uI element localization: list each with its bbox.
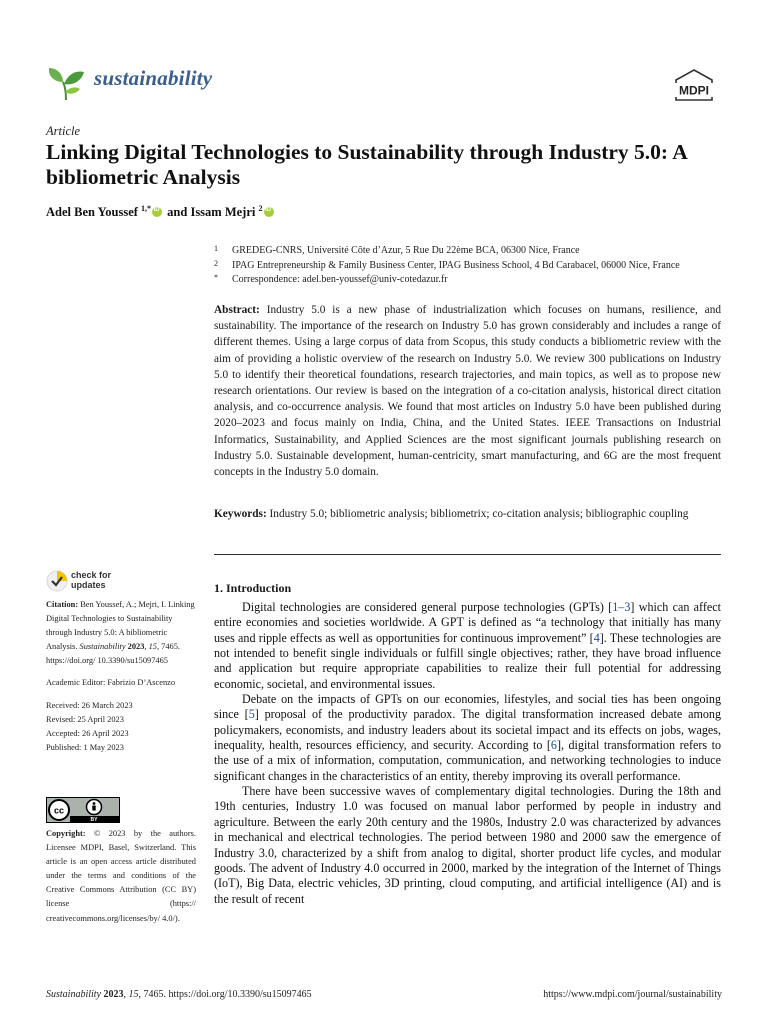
footer-journal: Sustainability: [46, 989, 101, 1000]
copyright-label: Copyright:: [46, 829, 86, 838]
svg-text:BY: BY: [90, 817, 98, 823]
sidebar-info: [46, 598, 196, 755]
footer-volume: 15: [128, 989, 139, 1000]
article-type: Article: [46, 124, 81, 138]
affiliation-mark: *: [214, 273, 218, 282]
keywords-label: Keywords:: [214, 508, 267, 520]
check-updates-line1: check for: [71, 570, 112, 580]
footer-journal-url[interactable]: https://www.mdpi.com/journal/sustainability: [543, 989, 722, 1000]
affiliation: [214, 259, 726, 274]
reference-link[interactable]: 6: [550, 738, 557, 753]
affiliation-text: IPAG Entrepreneurship & Family Business Center, IPAG Business School, 4 Bd Carabacel, 06000 Nice, France: [232, 259, 680, 271]
correspondence-text[interactable]: Correspondence: adel.ben-youssef@univ-cotedazur.fr: [232, 274, 448, 285]
svg-text:cc: cc: [53, 805, 65, 816]
cc-by-license-icon[interactable]: [46, 797, 120, 823]
reference-link[interactable]: 1–3: [612, 600, 631, 614]
journal-logo-icon: [46, 62, 86, 102]
author-affiliation-mark: 1,*: [141, 204, 152, 213]
affiliation: [214, 244, 726, 259]
affiliation-mark: 2: [214, 258, 218, 268]
mdpi-logo-icon: [666, 68, 722, 104]
paragraph: Digital technologies are considered general purpose technologies (GPTs) [1–3] which can affect entire economies and societies worldwide. A GPT is defined as “a technology that initially has many uses and ripple effects as well as opportunities for continuous improvement” [4]. These technologies are not intended to benefit single individuals or fulfill single objectives; rather, they have broad influence and application but require appropriate capabilities to realize their full potential for addressing economic, societal, and environmental issues.: [214, 600, 721, 691]
revised-date: Revised: 25 April 2023: [46, 714, 124, 724]
copyright-text: © 2023 by the authors. Licensee MDPI, Basel, Switzerland. This article is an open access article distributed under the terms and conditions of the Creative Commons Attribution (CC BY) license (https:// creativecommons.org/licenses/by/ 4.0/).: [46, 829, 197, 923]
affiliation-text: GREDEG-CNRS, Université Côte d’Azur, 5 Rue Du 22ème BCA, 06300 Nice, France: [232, 245, 580, 256]
paragraph: Debate on the impacts of GPTs on our economies, lifestyles, and social ties has been ongoing since [5] proposal of the productivity paradox. The digital transformation increased debate among policymakers, economists, and industry leaders about its societal impact and its effects on jobs, wages, inequality, health, resources efficiency, and security. According to [6], digital transformation refers to the use of a mix of information, computation, communication, and networking technologies to induce significant changes in the characteristics of an entity, thereby improving its overall performance.: [214, 692, 721, 783]
journal-name: sustainability: [94, 66, 213, 90]
paragraph: There have been successive waves of complementary digital technologies. During the 18th and 19th centuries, Industry 1.0 was focused on manual labor performed by people in industry and agriculture. Between the early 20th century and the 1980s, Industry 2.0 was characterized by advances in mechanical and electrical technologies. The period between 1980 and 2000 saw the emergence of Industry 3.0, characterized by a shift from analog to digital, shorter product life cycles, and modular goods. The advent of Industry 4.0 occurred in 2000, marked by the integration of the Internet of Things (IoT), Big Data, electric vehicles, 3D printing, cloud computing, and artificial intelligence (AI) and is the result of recent: [214, 784, 721, 906]
check-updates-line2: updates: [71, 580, 106, 590]
abstract-text: Industry 5.0 is a new phase of industrialization which focuses on humans, resilience, and sustainability. The importance of the research on Industry 5.0 has grown considerably and includes a range of different themes. Using a large corpus of data from Scopus, this study conducts a bibliometric review with the aim of providing a holistic overview of the research on Industry 5.0. We review 300 publications on Industry 5.0 to identify their theoretical foundations, research trajectories, and main topics, as well as to propose new research orientations. Our review is based on the integration of a co-citation analysis, historical direct citation analysis, and co-occurrence analysis. We found that most articles on Industry 5.0 have been published during 2020–2023 and focus mainly on India, China, and the United States. IEEE Transactions on Industrial Informatics, Sustainability, and Applied Sciences are the most significant journals publishing research on Industry 5.0. Sustainable development, human-centricity, smart manufacturing, and 6G are the most frequent concepts in the Industry 5.0 domain.: [214, 304, 721, 479]
check-for-updates-button[interactable]: [46, 570, 126, 592]
citation-year: 2023: [127, 642, 145, 652]
correspondence: [214, 273, 726, 288]
author-name[interactable]: Adel Ben Youssef: [46, 205, 138, 220]
reference-link[interactable]: 5: [248, 707, 255, 722]
academic-editor: Academic Editor: Fabrizio D’Ascenzo: [46, 678, 176, 688]
keywords-text: Industry 5.0; bibliometric analysis; bibliometrix; co-citation analysis; bibliographic coupling: [269, 508, 689, 520]
author-list: [46, 204, 276, 220]
affiliation-list: [214, 244, 726, 288]
citation-volume: 15: [148, 642, 157, 652]
reference-link[interactable]: 4: [593, 630, 600, 645]
footer-year: 2023: [103, 989, 124, 1000]
footer-citation: Sustainability 2023, 15, 7465. https://doi.org/10.3390/su15097465: [46, 989, 312, 1000]
article-title: Linking Digital Technologies to Sustainability through Industry 5.0: A bibliometric Analysis: [46, 140, 687, 189]
orcid-icon[interactable]: [264, 207, 274, 217]
check-updates-icon: [46, 570, 68, 592]
citation-block: Citation: Ben Youssef, A.; Mejri, I. Linking Digital Technologies to Sustainability through Industry 5.0: A bibliometric Analysis. Sustainability 2023, 15, 7465. https://doi.org/ 10.3390/su15097465: [46, 600, 195, 666]
divider: [214, 554, 721, 555]
keywords: [214, 506, 721, 522]
received-date: Received: 26 March 2023: [46, 700, 133, 710]
section-heading: 1. Introduction: [214, 581, 292, 595]
accepted-date: Accepted: 26 April 2023: [46, 728, 129, 738]
abstract-label: Abstract:: [214, 304, 260, 316]
body-text: [214, 600, 721, 907]
svg-text:MDPI: MDPI: [679, 83, 709, 98]
affiliation-mark: 1: [214, 244, 218, 253]
citation-text: Ben Youssef, A.; Mejri, I. Linking Digital Technologies to Sustainability through Industry 5.0: A bibliometric Analysis.: [46, 600, 195, 652]
copyright-notice: [46, 827, 196, 926]
footer-doi[interactable]: , 7465. https://doi.org/10.3390/su15097465: [138, 989, 312, 1000]
abstract: [214, 302, 721, 480]
orcid-icon[interactable]: [152, 207, 162, 217]
author-join: and: [167, 205, 188, 220]
published-date: Published: 1 May 2023: [46, 742, 124, 752]
citation-journal: Sustainability: [79, 642, 126, 652]
citation-label: Citation:: [46, 600, 79, 609]
author-name[interactable]: Issam Mejri: [190, 205, 256, 220]
citation-doi[interactable]: , 7465. https://doi.org/ 10.3390/su15097465: [46, 642, 180, 666]
author-affiliation-mark: 2: [258, 204, 263, 213]
